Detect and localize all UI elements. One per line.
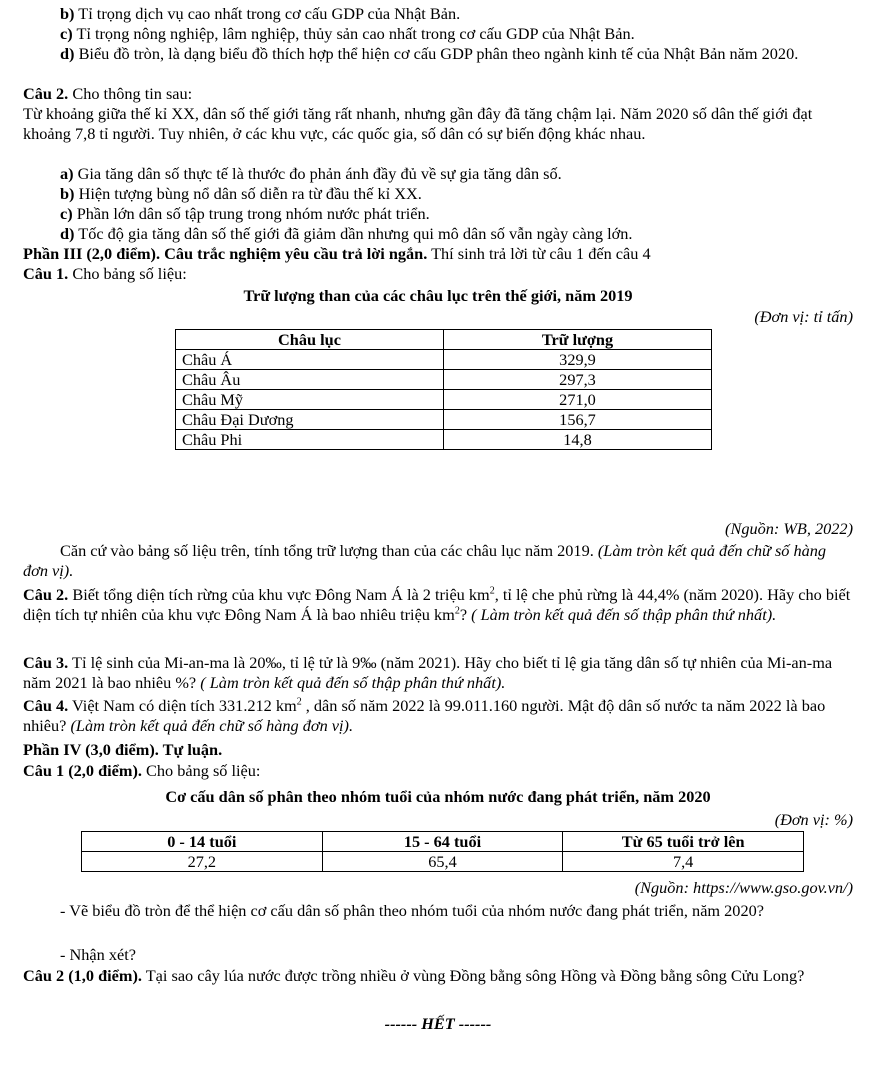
end-mark: ------ HẾT ------	[384, 1014, 492, 1033]
table-header-cell: Châu lục	[176, 330, 444, 350]
coal-table-unit: (Đơn vị: tỉ tấn)	[754, 307, 853, 326]
q2-passage: Từ khoảng giữa thế kỉ XX, dân số thế giới tăng rất nhanh, nhưng gần đây đã tăng chậm lại. Năm 2020 số dân thế giới đạt khoảng 7,8 tỉ người. Tuy nhiên, ở các khu vực, các quốc gia, số dân có sự biến động khác nhau.	[23, 104, 813, 143]
table-cell: Châu Á	[176, 350, 444, 370]
table-cell: 7,4	[563, 852, 804, 872]
coal-reserves-table	[175, 329, 712, 450]
age-table-source: (Nguồn: https://www.gso.gov.vn/)	[634, 878, 853, 897]
table-row	[176, 370, 712, 390]
table-cell: Châu Đại Dương	[176, 410, 444, 430]
table-cell: 156,7	[444, 410, 712, 430]
table-header-cell: 0 - 14 tuổi	[82, 832, 323, 852]
part3-heading: Phần III (2,0 điểm). Câu trắc nghiệm yêu cầu trả lời ngắn. Thí sinh trả lời từ câu 1 đến câu 4	[23, 244, 651, 263]
part4-c1-heading: Câu 1 (2,0 điểm). Cho bảng số liệu:	[23, 761, 261, 780]
table-header-cell: 15 - 64 tuổi	[322, 832, 563, 852]
part4-c2: Câu 2 (1,0 điểm). Tại sao cây lúa nước được trồng nhiều ở vùng Đồng bằng sông Hồng và Đồng bằng sông Cửu Long?	[23, 966, 805, 985]
part4-task-comment: - Nhận xét?	[60, 945, 136, 964]
part3-c1-heading: Câu 1. Cho bảng số liệu:	[23, 264, 187, 283]
part4-heading: Phần IV (3,0 điểm). Tự luận.	[23, 740, 223, 759]
table-cell: Châu Mỹ	[176, 390, 444, 410]
table-header-cell: Từ 65 tuổi trở lên	[563, 832, 804, 852]
table-row	[176, 350, 712, 370]
q2-option-b: b) Hiện tượng bùng nổ dân số diễn ra từ đầu thế kỉ XX.	[60, 184, 422, 203]
q2-heading: Câu 2. Cho thông tin sau:	[23, 84, 193, 103]
table-row	[176, 430, 712, 450]
table-cell: 65,4	[322, 852, 563, 872]
coal-table-source: (Nguồn: WB, 2022)	[725, 519, 853, 538]
table-cell: Châu Âu	[176, 370, 444, 390]
table-cell: 27,2	[82, 852, 323, 872]
table-cell: 271,0	[444, 390, 712, 410]
table-row	[176, 410, 712, 430]
table-cell: Châu Phi	[176, 430, 444, 450]
table-cell: 329,9	[444, 350, 712, 370]
q1-option-b: b) Tỉ trọng dịch vụ cao nhất trong cơ cấu GDP của Nhật Bản.	[60, 4, 461, 23]
table-cell: 297,3	[444, 370, 712, 390]
q1-option-c: c) Tỉ trọng nông nghiệp, lâm nghiệp, thủy sản cao nhất trong cơ cấu GDP của Nhật Bản.	[60, 24, 635, 43]
table-header-row	[82, 832, 804, 852]
q1-option-d: d) Biểu đồ tròn, là dạng biểu đồ thích hợp thể hiện cơ cấu GDP phân theo ngành kinh tế của Nhật Bản năm 2020.	[60, 44, 799, 63]
table-header-cell: Trữ lượng	[444, 330, 712, 350]
part3-c1-task: Căn cứ vào bảng số liệu trên, tính tổng trữ lượng than của các châu lục năm 2019. (Làm tròn kết quả đến chữ số hàng đơn vị).	[23, 541, 827, 580]
part4-task-draw: - Vẽ biểu đồ tròn để thể hiện cơ cấu dân số phân theo nhóm tuổi của nhóm nước đang phát triển, năm 2020?	[60, 901, 764, 920]
part3-c2: Câu 2. Biết tổng diện tích rừng của khu vực Đông Nam Á là 2 triệu $km^2$, tỉ lệ che phủ rừng là 44,4% (năm 2020). Hãy cho biết diện tích tự nhiên của khu vực Đông Nam Á là bao nhiêu triệu $km^2$? ( Làm tròn kết quả đến số thập phân thứ nhất).	[23, 585, 851, 624]
q2-option-d: d) Tốc độ gia tăng dân số thế giới đã giảm dần nhưng qui mô dân số vẫn ngày càng lớn.	[60, 224, 633, 243]
table-row	[176, 390, 712, 410]
q2-option-a: a) Gia tăng dân số thực tế là thước đo phản ánh đầy đủ về sự gia tăng dân số.	[60, 164, 562, 183]
part3-c4: Câu 4. Việt Nam có diện tích 331.212 $km^2$ , dân số năm 2022 là 99.011.160 người. Mật độ dân số nước ta năm 2022 là bao nhiêu? (Làm tròn kết quả đến chữ số hàng đơn vị).	[23, 696, 826, 735]
q2-option-c: c) Phần lớn dân số tập trung trong nhóm nước phát triển.	[60, 204, 430, 223]
table-row	[82, 852, 804, 872]
coal-table-title: Trữ lượng than của các châu lục trên thế giới, năm 2019	[243, 286, 633, 305]
age-table-unit: (Đơn vị: %)	[774, 810, 853, 829]
age-table-title: Cơ cấu dân số phân theo nhóm tuổi của nhóm nước đang phát triển, năm 2020	[165, 787, 711, 806]
table-cell: 14,8	[444, 430, 712, 450]
part3-c3: Câu 3. Tỉ lệ sinh của Mi-an-ma là 20‰, tỉ lệ tử là 9‰ (năm 2021). Hãy cho biết tỉ lệ gia tăng dân số tự nhiên của Mi-an-ma năm 2021 là bao nhiêu %? ( Làm tròn kết quả đến số thập phân thứ nhất).	[23, 653, 833, 692]
age-structure-table	[81, 831, 804, 872]
table-header-row	[176, 330, 712, 350]
